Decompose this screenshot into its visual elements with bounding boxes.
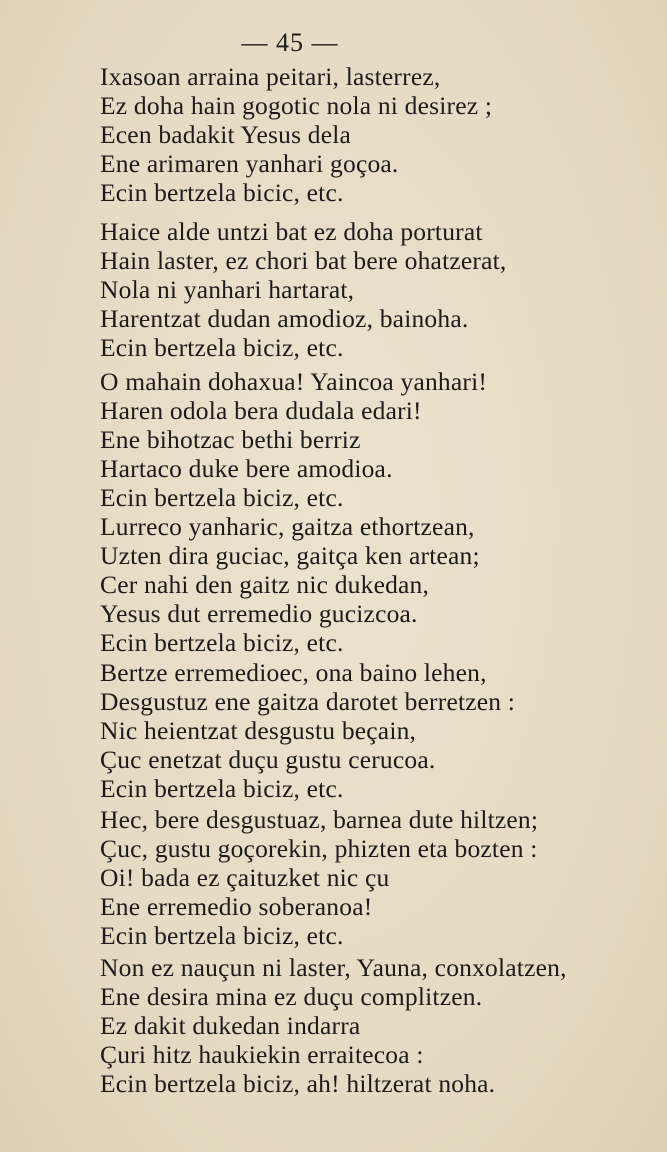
stanza-4 xyxy=(100,512,640,657)
verse-line: Ecen badakit Yesus dela xyxy=(100,120,352,149)
verse-line: Çuc, gustu goçorekin, phizten eta bozten : xyxy=(100,834,538,863)
stanza-2 xyxy=(100,217,640,362)
verse-line: Uzten dira guciac, gaitça ken artean; xyxy=(100,541,480,570)
verse-line: O mahain dohaxua! Yaincoa yanhari! xyxy=(100,367,488,396)
verse-line: Çuc enetzat duçu gustu cerucoa. xyxy=(100,745,436,774)
verse-line: Ecin bertzela biciz, etc. xyxy=(100,921,344,950)
verse-line: Bertze erremedioec, ona baino lehen, xyxy=(100,658,487,687)
verse-line: Hec, bere desgustuaz, barnea dute hiltzen; xyxy=(100,805,539,834)
verse-line: Non ez nauçun ni laster, Yauna, conxolatzen, xyxy=(100,953,567,982)
verse-line: Ecin bertzela bicic, etc. xyxy=(100,178,344,207)
verse-line: Hartaco duke bere amodioa. xyxy=(100,454,393,483)
stanza-7 xyxy=(100,953,640,1098)
verse-line: Haren odola bera dudala edari! xyxy=(100,396,422,425)
verse-line: Ixasoan arraina peitari, lasterrez, xyxy=(100,62,441,91)
verse-line: Ene erremedio soberanoa! xyxy=(100,892,373,921)
verse-line: Nic heientzat desgustu beçain, xyxy=(100,716,417,745)
stanza-1 xyxy=(100,62,640,207)
verse-line: Oi! bada ez çaituzket nic çu xyxy=(100,863,390,892)
verse-line: Ene arimaren yanhari goçoa. xyxy=(100,149,399,178)
verse-line: Çuri hitz haukiekin erraitecoa : xyxy=(100,1040,424,1069)
stanza-5 xyxy=(100,658,640,803)
page-number: — 45 — xyxy=(241,28,339,57)
verse-line: Yesus dut erremedio gucizcoa. xyxy=(100,599,418,628)
verse-line: Haice alde untzi bat ez doha porturat xyxy=(100,217,483,246)
verse-line: Hain laster, ez chori bat bere ohatzerat, xyxy=(100,246,507,275)
verse-line: Ecin bertzela biciz, ah! hiltzerat noha. xyxy=(100,1069,496,1098)
verse-line: Nola ni yanhari hartarat, xyxy=(100,275,355,304)
verse-line: Ez dakit dukedan indarra xyxy=(100,1011,361,1040)
verse-line: Harentzat dudan amodioz, bainoha. xyxy=(100,304,469,333)
verse-line: Ecin bertzela biciz, etc. xyxy=(100,333,344,362)
verse-line: Ecin bertzela biciz, etc. xyxy=(100,483,344,512)
verse-line: Ecin bertzela biciz, etc. xyxy=(100,774,344,803)
verse-line: Ene desira mina ez duçu complitzen. xyxy=(100,982,483,1011)
verse-line: Ecin bertzela biciz, etc. xyxy=(100,628,344,657)
verse-line: Ene bihotzac bethi berriz xyxy=(100,425,361,454)
verse-line: Ez doha hain gogotic nola ni desirez ; xyxy=(100,91,493,120)
stanza-3 xyxy=(100,367,640,512)
verse-line: Desgustuz ene gaitza darotet berretzen : xyxy=(100,687,516,716)
verse-line: Cer nahi den gaitz nic dukedan, xyxy=(100,570,430,599)
verse-line: Lurreco yanharic, gaitza ethortzean, xyxy=(100,512,475,541)
stanza-6 xyxy=(100,805,640,950)
